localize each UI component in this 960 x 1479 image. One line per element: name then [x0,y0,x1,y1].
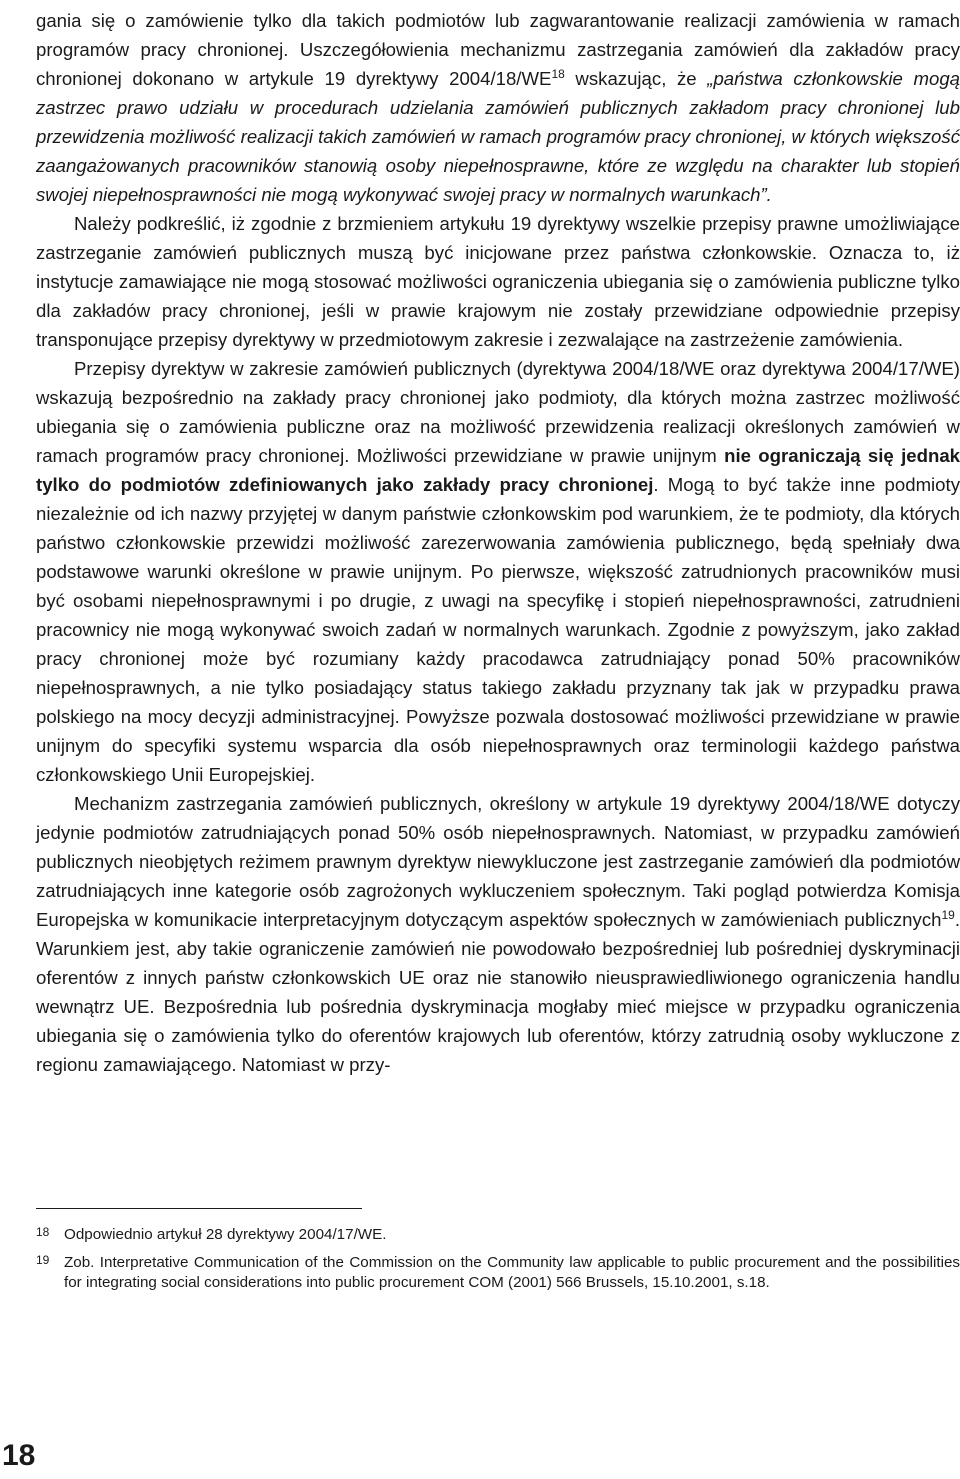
paragraph-1 [36,6,960,209]
paragraph-2: Należy podkreślić, iż zgodnie z brzmieniem artykułu 19 dyrektywy wszelkie przepisy prawne umożliwiające zastrzeganie zamówień publicznych muszą być inicjowane przez państwa członkowskie. Oznacza to, iż instytucje zamawiające nie mogą stosować możliwości ograniczenia ubiegania się o zamówienia publiczne tylko dla zakładów pracy chronionej, jeśli w prawie krajowym nie zostały przewidziane odpowiednie przepisy transponujące przepisy dyrektywy w przedmiotowym zakresie i zezwalające na zastrzeżenie zamówienia. [36,213,960,350]
paragraph-4-text-cont: . Warunkiem jest, aby takie ograniczenie zamówień nie powodowało bezpośredniej lub pośredniej dyskryminacji oferentów z innych państw członkowskich UE oraz nie stanowiło nieusprawiedliwionego ograniczenia handlu wewnątrz UE. Bezpośrednia lub pośrednia dyskryminacja mogłaby mieć miejsce w przypadku ograniczenia ubiegania się o zamówienia tylko do oferentów krajowych lub oferentów, którzy zatrudnią osoby wykluczone z regionu zamawiającego. Natomiast w przy- [36,909,960,1075]
footnote-ref-18[interactable]: 18 [551,67,565,81]
footnote-ref-19[interactable]: 19 [941,908,955,922]
footnote-text: Zob. Interpretative Communication of the Commission on the Community law applicable to public procurement and the possibilities for integrating social considerations into public procurement COM (2001) 566 Brussels, 15.10.2001, s.18. [64,1254,960,1291]
footnote-divider [36,1208,362,1209]
quotation-italic: „państwa członkowskie mogą zastrzec prawo udziału w procedurach udzielania zamówień publicznych zakładom pracy chronionej lub przewidzenia możliwość realizacji takich zamówień w ramach programów pracy chronionej, w których większość zaangażowanych pracowników stanowią osoby niepełnosprawne, które ze względu na charakter lub stopień swojej niepełnosprawności nie mogą wykonywać swojej pracy w normalnych warunkach”. [36,68,960,205]
paragraph-1-text: gania się o zamówienie tylko dla takich podmiotów lub zagwarantowanie realizacji zamówienia w ramach programów pracy chronionej. Uszczegółowienia mechanizmu zastrzegania zamówień dla zakładów pracy chronionej dokonano w artykule 19 dyrektywy 2004/18/WE [36,10,960,89]
footnote-text: Odpowiednio artykuł 28 dyrektywy 2004/17/WE. [64,1226,387,1243]
paragraph-3-text: Przepisy dyrektyw w zakresie zamówień publicznych (dyrektywa 2004/18/WE oraz dyrektywa 2004/17/WE) wskazują bezpośrednio na zakłady pracy chronionej jako podmioty, dla których można zastrzec możliwość ubiegania się o zamówienia publiczne oraz na możliwość przewidzenia realizacji określonych zamówień w ramach programów pracy chronionej. Możliwości przewidziane w prawie unijnym [36,358,960,466]
paragraph-3-text-cont: . Mogą to być także inne podmioty niezależnie od ich nazwy przyjętej w danym państwie członkowskim pod warunkiem, że te podmioty, dla których państwo członkowskie przewidzi możliwość zarezerwowania zamówienia publicznego, będą spełniały dwa podstawowe warunki określone w prawie unijnym. Po pierwsze, większość zatrudnionych pracowników musi być osobami niepełnosprawnymi i po drugie, z uwagi na specyfikę i stopień niepełnosprawności, zatrudnieni pracownicy nie mogą wykonywać swoich zadań w normalnych warunkach. Zgodnie z powyższym, jako zakład pracy chronionej może być rozumiany każdy pracodawca zatrudniający ponad 50% pracowników niepełnosprawnych, a nie tylko posiadający status takiego zakładu przyznany tak jak w przypadku prawa polskiego na mocy decyzji administracyjnej. Powyższe pozwala dostosować możliwości przewidziane w prawie unijnym do specyfiki systemu wsparcia dla osób niepełnosprawnych oraz terminologii każdego państwa członkowskiego Unii Europejskiej. [36,474,960,785]
footnote-18 [36,1225,960,1245]
paragraph-3 [36,354,960,789]
bold-emphasis: nie ograniczają się jednak tylko do podmiotów zdefiniowanych jako zakłady pracy chronionej [36,445,960,495]
footnote-number: 19 [36,1253,50,1267]
page-body [36,6,960,1079]
footnote-19 [36,1253,960,1293]
footnote-number: 18 [36,1225,50,1239]
paragraph-4 [36,789,960,1079]
paragraph-4-text: Mechanizm zastrzegania zamówień publicznych, określony w artykule 19 dyrektywy 2004/18/WE dotyczy jedynie podmiotów zatrudniających ponad 50% osób niepełnosprawnych. Natomiast, w przypadku zamówień publicznych nieobjętych reżimem prawnym dyrektyw niewykluczone jest zastrzeganie zamówień dla podmiotów zatrudniających inne kategorie osób zagrożonych wykluczeniem społecznym. Taki pogląd potwierdza Komisja Europejska w komunikacie interpretacyjnym dotyczącym aspektów społecznych w zamówieniach publicznych [36,793,960,930]
paragraph-1-text-cont: wskazując, że [564,68,708,89]
page-number: 18 [2,1439,36,1472]
footnotes [36,1225,960,1301]
